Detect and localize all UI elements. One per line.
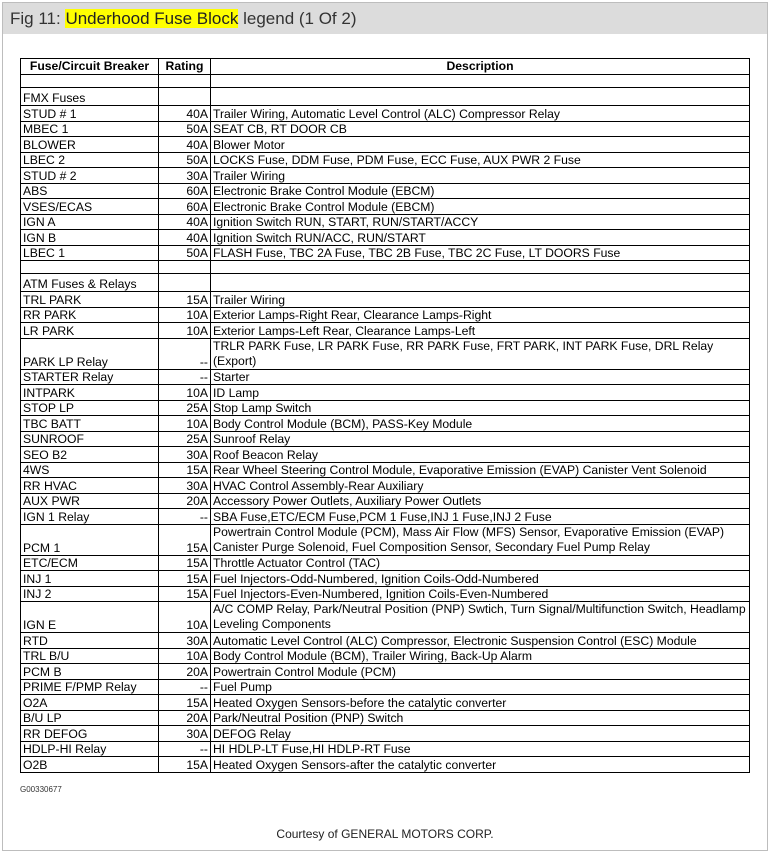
fuse-name-cell: STUD # 2 (21, 168, 159, 184)
rating-cell: 20A (159, 493, 211, 509)
table-row (21, 431, 750, 447)
figure-id: G00330677 (20, 785, 62, 794)
description-cell: LOCKS Fuse, DDM Fuse, PDM Fuse, ECC Fuse, AUX PWR 2 Fuse (211, 152, 750, 168)
rating-cell: 20A (159, 710, 211, 726)
table-row (21, 695, 750, 711)
figure-title-suffix: legend (1 Of 2) (238, 9, 357, 28)
table-row (21, 757, 750, 773)
spacer-cell (159, 75, 211, 88)
fuse-name-cell: SUNROOF (21, 431, 159, 447)
table-row (21, 478, 750, 494)
header-fuse: Fuse/Circuit Breaker (21, 59, 159, 75)
description-cell: Powertrain Control Module (PCM) (211, 664, 750, 680)
rating-cell: 30A (159, 447, 211, 463)
fuse-name-cell: STARTER Relay (21, 369, 159, 385)
description-cell: Park/Neutral Position (PNP) Switch (211, 710, 750, 726)
table-row (21, 493, 750, 509)
description-cell: Roof Beacon Relay (211, 447, 750, 463)
description-cell: Blower Motor (211, 137, 750, 153)
spacer-cell (211, 261, 750, 274)
rating-cell: 15A (159, 757, 211, 773)
table-row (21, 106, 750, 122)
table-row (21, 137, 750, 153)
description-cell: Exterior Lamps-Left Rear, Clearance Lamps-Left (211, 323, 750, 339)
fuse-name-cell: O2B (21, 757, 159, 773)
section-header-row (21, 88, 750, 106)
table-row (21, 199, 750, 215)
table-row (21, 524, 750, 555)
header-rating: Rating (159, 59, 211, 75)
description-cell: Ignition Switch RUN, START, RUN/START/ACCY (211, 214, 750, 230)
table-row (21, 710, 750, 726)
table-row (21, 664, 750, 680)
description-cell: Accessory Power Outlets, Auxiliary Power Outlets (211, 493, 750, 509)
table-header-row (21, 59, 750, 75)
rating-cell: -- (159, 369, 211, 385)
rating-cell: 50A (159, 245, 211, 261)
fuse-name-cell: O2A (21, 695, 159, 711)
description-cell: HI HDLP-LT Fuse,HI HDLP-RT Fuse (211, 741, 750, 757)
rating-cell: 15A (159, 524, 211, 555)
fuse-name-cell: PCM B (21, 664, 159, 680)
description-cell: Trailer Wiring, Automatic Level Control (ALC) Compressor Relay (211, 106, 750, 122)
fuse-name-cell: IGN B (21, 230, 159, 246)
fuse-name-cell: TRL B/U (21, 648, 159, 664)
fuse-name-cell: IGN E (21, 602, 159, 633)
rating-cell: 10A (159, 323, 211, 339)
figure-title (3, 3, 767, 34)
fuse-name-cell: HDLP-HI Relay (21, 741, 159, 757)
table-row (21, 168, 750, 184)
spacer-cell (211, 75, 750, 88)
fuse-name-cell: PCM 1 (21, 524, 159, 555)
fuse-legend-table (20, 58, 750, 773)
table-row (21, 741, 750, 757)
rating-cell: 15A (159, 555, 211, 571)
rating-cell: 30A (159, 168, 211, 184)
description-cell: FLASH Fuse, TBC 2A Fuse, TBC 2B Fuse, TBC 2C Fuse, LT DOORS Fuse (211, 245, 750, 261)
table-row (21, 230, 750, 246)
description-cell: Heated Oxygen Sensors-after the catalytic converter (211, 757, 750, 773)
table-row (21, 726, 750, 742)
rating-cell: 40A (159, 106, 211, 122)
header-description: Description (211, 59, 750, 75)
fuse-name-cell: IGN A (21, 214, 159, 230)
fuse-name-cell: ABS (21, 183, 159, 199)
fuse-name-cell: LBEC 2 (21, 152, 159, 168)
fuse-name-cell: RR HVAC (21, 478, 159, 494)
description-cell: Starter (211, 369, 750, 385)
table-row (21, 416, 750, 432)
description-cell: Electronic Brake Control Module (EBCM) (211, 183, 750, 199)
table-row (21, 679, 750, 695)
table-row (21, 555, 750, 571)
rating-cell: 10A (159, 385, 211, 401)
spacer-cell (21, 261, 159, 274)
table-row (21, 214, 750, 230)
description-cell: Fuel Injectors-Even-Numbered, Ignition Coils-Even-Numbered (211, 586, 750, 602)
rating-cell: 10A (159, 602, 211, 633)
figure-title-highlight: Underhood Fuse Block (65, 9, 239, 28)
table-row (21, 633, 750, 649)
table-body (21, 75, 750, 773)
rating-cell: 15A (159, 462, 211, 478)
description-cell: Ignition Switch RUN/ACC, RUN/START (211, 230, 750, 246)
description-cell: Sunroof Relay (211, 431, 750, 447)
section-empty-cell (211, 88, 750, 106)
description-cell: Body Control Module (BCM), Trailer Wiring, Back-Up Alarm (211, 648, 750, 664)
spacer-cell (21, 75, 159, 88)
fuse-name-cell: STUD # 1 (21, 106, 159, 122)
description-cell: Rear Wheel Steering Control Module, Evaporative Emission (EVAP) Canister Vent Solenoid (211, 462, 750, 478)
table-row (21, 338, 750, 369)
section-title: ATM Fuses & Relays (21, 274, 159, 292)
fuse-name-cell: STOP LP (21, 400, 159, 416)
description-cell: Trailer Wiring (211, 168, 750, 184)
description-cell: Trailer Wiring (211, 292, 750, 308)
description-cell: SBA Fuse,ETC/ECM Fuse,PCM 1 Fuse,INJ 1 Fuse,INJ 2 Fuse (211, 509, 750, 525)
fuse-name-cell: ETC/ECM (21, 555, 159, 571)
table-row (21, 292, 750, 308)
description-cell: ID Lamp (211, 385, 750, 401)
rating-cell: -- (159, 741, 211, 757)
section-empty-cell (159, 274, 211, 292)
description-cell: Electronic Brake Control Module (EBCM) (211, 199, 750, 215)
rating-cell: 40A (159, 214, 211, 230)
table-row (21, 323, 750, 339)
description-cell: Powertrain Control Module (PCM), Mass Air Flow (MFS) Sensor, Evaporative Emission (EVAP) Canister Purge Solenoid, Fuel Composition Sensor, Secondary Fuel Pump Relay (211, 524, 750, 555)
rating-cell: 15A (159, 571, 211, 587)
fuse-name-cell: RTD (21, 633, 159, 649)
table-row (21, 183, 750, 199)
table-row (21, 586, 750, 602)
table-row (21, 602, 750, 633)
table-row (21, 121, 750, 137)
description-cell: Body Control Module (BCM), PASS-Key Module (211, 416, 750, 432)
figure-title-prefix: Fig 11: (10, 9, 66, 28)
table-row (21, 648, 750, 664)
fuse-name-cell: AUX PWR (21, 493, 159, 509)
fuse-name-cell: INTPARK (21, 385, 159, 401)
rating-cell: 25A (159, 431, 211, 447)
rating-cell: 60A (159, 183, 211, 199)
rating-cell: 20A (159, 664, 211, 680)
table-row (21, 152, 750, 168)
table-row (21, 400, 750, 416)
table-spacer-row (21, 75, 750, 88)
description-cell: Automatic Level Control (ALC) Compressor, Electronic Suspension Control (ESC) Module (211, 633, 750, 649)
table-row (21, 509, 750, 525)
description-cell: A/C COMP Relay, Park/Neutral Position (PNP) Swtich, Turn Signal/Multifunction Switch, Headlamp Leveling Components (211, 602, 750, 633)
fuse-name-cell: 4WS (21, 462, 159, 478)
table-row (21, 245, 750, 261)
rating-cell: 15A (159, 695, 211, 711)
rating-cell: 15A (159, 292, 211, 308)
section-empty-cell (211, 274, 750, 292)
rating-cell: -- (159, 338, 211, 369)
description-cell: Exterior Lamps-Right Rear, Clearance Lamps-Right (211, 307, 750, 323)
description-cell: Heated Oxygen Sensors-before the catalytic converter (211, 695, 750, 711)
fuse-name-cell: MBEC 1 (21, 121, 159, 137)
fuse-name-cell: INJ 2 (21, 586, 159, 602)
rating-cell: 50A (159, 121, 211, 137)
table-row (21, 385, 750, 401)
rating-cell: -- (159, 679, 211, 695)
fuse-name-cell: RR DEFOG (21, 726, 159, 742)
table-row (21, 447, 750, 463)
rating-cell: 10A (159, 416, 211, 432)
fuse-name-cell: RR PARK (21, 307, 159, 323)
rating-cell: 15A (159, 586, 211, 602)
rating-cell: 30A (159, 478, 211, 494)
fuse-name-cell: IGN 1 Relay (21, 509, 159, 525)
description-cell: Fuel Pump (211, 679, 750, 695)
rating-cell: 60A (159, 199, 211, 215)
description-cell: HVAC Control Assembly-Rear Auxiliary (211, 478, 750, 494)
courtesy-note: Courtesy of GENERAL MOTORS CORP. (276, 827, 494, 841)
table-row (21, 571, 750, 587)
description-cell: Fuel Injectors-Odd-Numbered, Ignition Coils-Odd-Numbered (211, 571, 750, 587)
section-empty-cell (159, 88, 211, 106)
description-cell: SEAT CB, RT DOOR CB (211, 121, 750, 137)
fuse-name-cell: TRL PARK (21, 292, 159, 308)
fuse-name-cell: PARK LP Relay (21, 338, 159, 369)
description-cell: Stop Lamp Switch (211, 400, 750, 416)
spacer-cell (159, 261, 211, 274)
fuse-name-cell: VSES/ECAS (21, 199, 159, 215)
table-row (21, 369, 750, 385)
description-cell: Throttle Actuator Control (TAC) (211, 555, 750, 571)
description-cell: TRLR PARK Fuse, LR PARK Fuse, RR PARK Fuse, FRT PARK, INT PARK Fuse, DRL Relay (Export) (211, 338, 750, 369)
rating-cell: 10A (159, 648, 211, 664)
fuse-name-cell: SEO B2 (21, 447, 159, 463)
rating-cell: 40A (159, 230, 211, 246)
fuse-name-cell: BLOWER (21, 137, 159, 153)
section-title: FMX Fuses (21, 88, 159, 106)
description-cell: DEFOG Relay (211, 726, 750, 742)
fuse-name-cell: B/U LP (21, 710, 159, 726)
section-header-row (21, 274, 750, 292)
rating-cell: -- (159, 509, 211, 525)
table-row (21, 307, 750, 323)
fuse-name-cell: INJ 1 (21, 571, 159, 587)
table-spacer-row (21, 261, 750, 274)
rating-cell: 30A (159, 633, 211, 649)
fuse-name-cell: PRIME F/PMP Relay (21, 679, 159, 695)
fuse-name-cell: LBEC 1 (21, 245, 159, 261)
rating-cell: 30A (159, 726, 211, 742)
rating-cell: 50A (159, 152, 211, 168)
rating-cell: 40A (159, 137, 211, 153)
figure-frame (2, 2, 768, 851)
table-row (21, 462, 750, 478)
rating-cell: 25A (159, 400, 211, 416)
fuse-name-cell: TBC BATT (21, 416, 159, 432)
rating-cell: 10A (159, 307, 211, 323)
fuse-name-cell: LR PARK (21, 323, 159, 339)
